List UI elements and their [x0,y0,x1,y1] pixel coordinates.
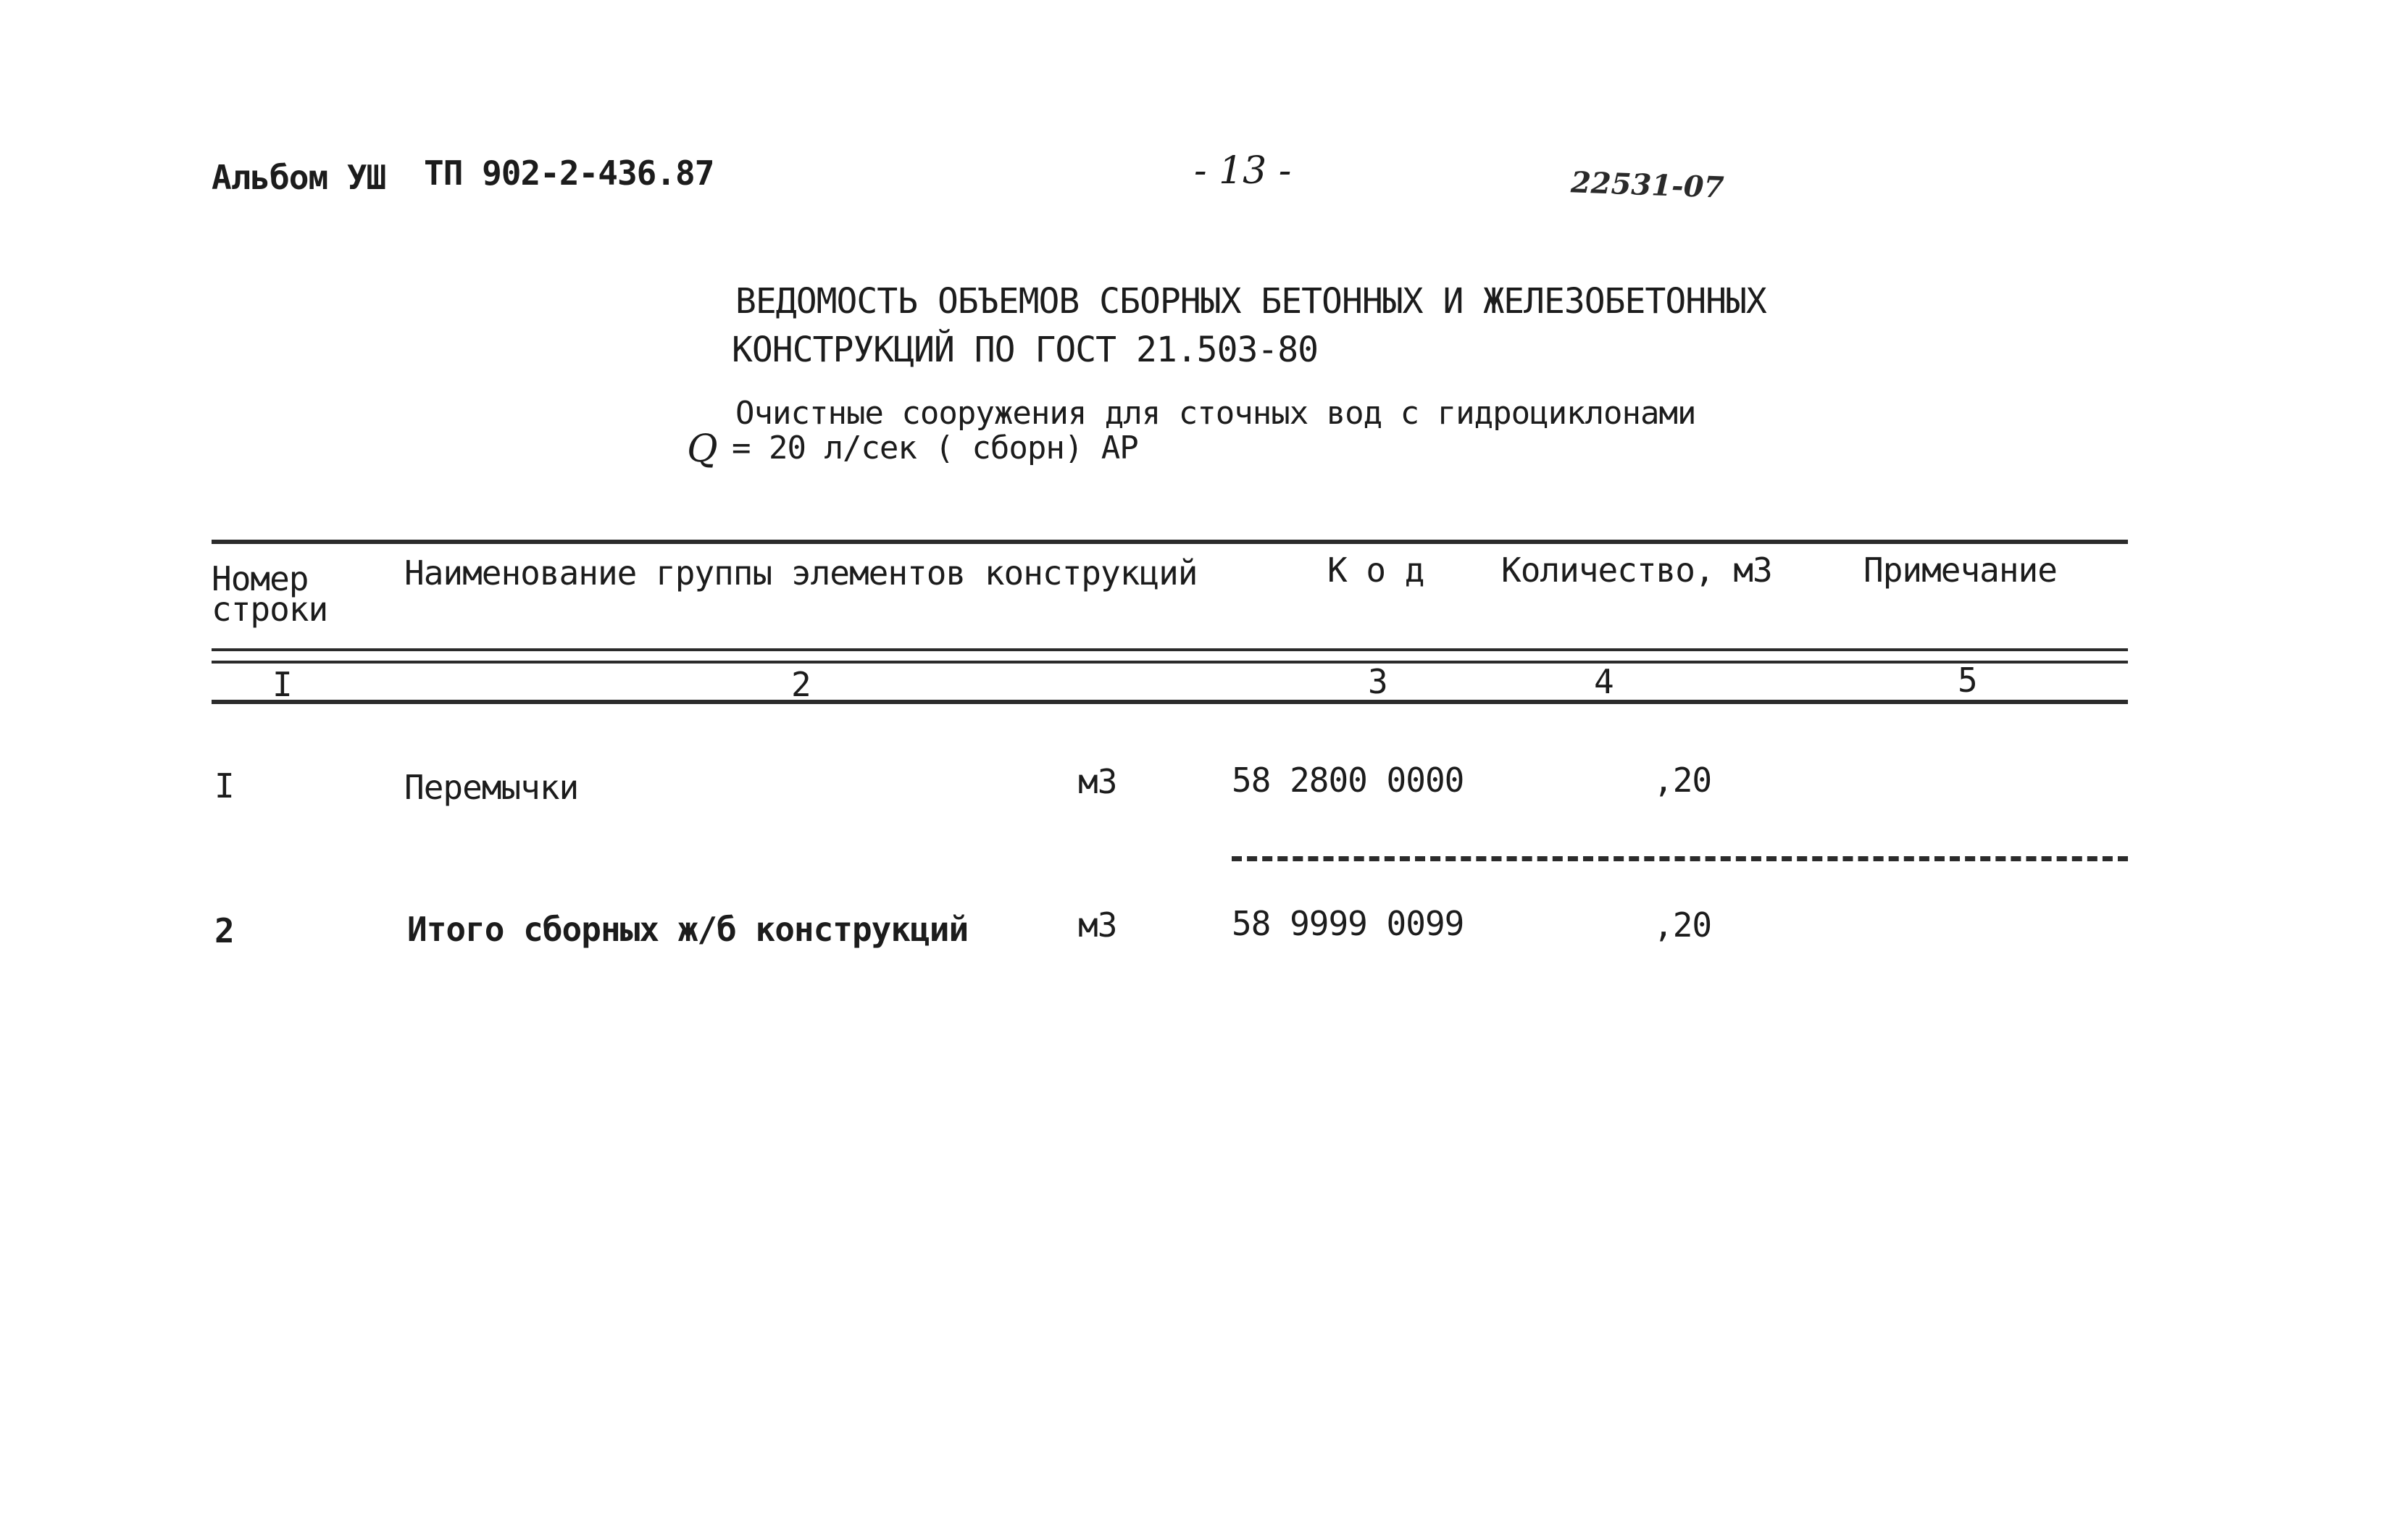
row-unit: м3 [1078,762,1117,801]
page-number: - 13 - [1194,149,1292,193]
column-number-top-rule [212,661,2128,664]
row-code: 58 2800 0000 [1232,761,1464,800]
column-number-4: 4 [1594,662,1614,701]
header-row-number-line1: Номер [212,559,309,598]
column-number-bottom-rule [212,700,2128,704]
table-header-rule [212,648,2128,651]
project-code: ТП 902-2-436.87 [424,154,714,193]
row-code: 58 9999 0099 [1232,904,1464,943]
table-top-rule [212,540,2128,544]
row-quantity: ,20 [1653,761,1712,800]
document-title-line1: ВЕДОМОСТЬ ОБЪЕМОВ СБОРНЫХ БЕТОННЫХ И ЖЕЛЕЗОБЕТОННЫХ [735,281,1766,322]
flow-symbol: Q [687,427,717,471]
document-number: 22531-07 [1570,165,1725,205]
subtotal-dashed-rule [1232,856,2128,861]
header-row-number [212,559,328,629]
row-name: Перемычки [404,768,579,807]
column-number-5: 5 [1958,661,1978,700]
column-number-1: I [272,665,293,704]
header-row-number-line2: строки [212,590,328,629]
header-quantity: Количество, м3 [1501,551,1772,590]
header-name: Наименование группы элементов конструкций [404,553,1198,593]
header-note: Примечание [1863,551,2057,590]
subtitle-line1: Очистные сооружения для сточных вод с гидроциклонами [735,395,1696,432]
row-number: 2 [214,911,234,950]
row-unit: м3 [1078,905,1117,945]
row-number: I [214,766,234,805]
row-quantity: ,20 [1653,905,1712,945]
header-code: К о д [1327,551,1424,590]
column-number-3: 3 [1368,662,1388,701]
document-title-line2: КОНСТРУКЦИЙ ПО ГОСТ 21.503-80 [732,330,1319,370]
album-label: Альбом УШ [212,158,386,197]
column-number-2: 2 [791,665,811,704]
row-name: Итого сборных ж/б конструкций [407,910,969,949]
subtitle-line2: = 20 л/сек ( сборн) АР [732,430,1138,466]
